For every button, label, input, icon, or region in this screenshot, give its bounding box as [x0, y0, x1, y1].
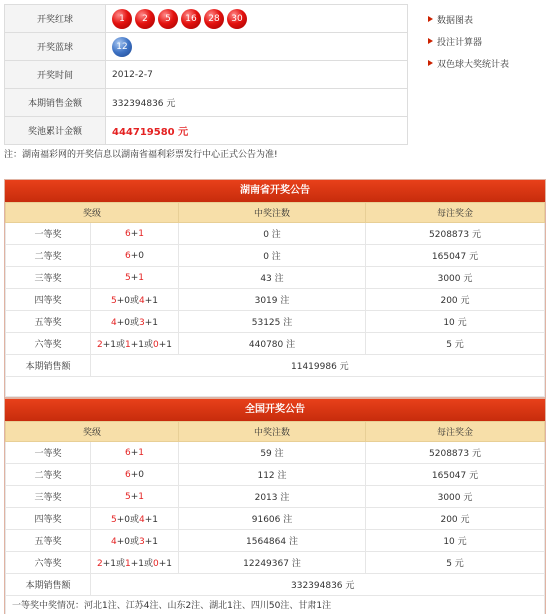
prize-amount: 3000 元 [366, 267, 545, 289]
winner-count: 12249367 注 [179, 552, 366, 574]
national-title: 全国开奖公告 [5, 399, 545, 421]
red-ball: 5 [158, 9, 178, 29]
rule-part: 0 [153, 559, 159, 569]
winner-count: 0 注 [179, 223, 366, 245]
link-label: 投注计算器 [437, 37, 483, 48]
match-rule [91, 267, 179, 289]
table-row [6, 508, 545, 530]
nat-sales: 332394836 元 [291, 581, 355, 591]
prize-amount: 5208873 元 [366, 223, 545, 245]
rule-part: 2 [96, 340, 103, 350]
prize-level: 四等奖 [6, 289, 91, 311]
match-rule [91, 223, 179, 245]
table-row [6, 442, 545, 464]
prize-amount: 5 元 [366, 552, 545, 574]
arrow-right-icon [428, 16, 433, 22]
red-ball: 28 [204, 9, 224, 29]
provincial-prize-table [5, 202, 545, 377]
draw-info-table [4, 4, 408, 145]
rule-part: +0 [130, 250, 144, 261]
rule-part: 1 [124, 559, 131, 569]
rule-part: 6 [124, 250, 131, 261]
rule-part: +1 [144, 515, 159, 525]
table-row [6, 245, 545, 267]
rule-part: +0或 [116, 515, 139, 525]
prize-amount: 10 元 [366, 530, 545, 552]
red-balls-label: 开奖红球 [5, 5, 106, 33]
red-ball: 1 [112, 9, 132, 29]
rule-part: 1 [138, 228, 144, 239]
rule-part: 5 [124, 272, 131, 283]
rule-part: +1或 [102, 559, 125, 569]
rule-part: 1 [138, 447, 144, 458]
red-ball: 2 [135, 9, 155, 29]
rule-part: +1 [144, 537, 159, 547]
nat-sales-label: 本期销售额 [6, 574, 91, 596]
nat-sales-value [91, 574, 545, 596]
winner-count: 59 注 [179, 442, 366, 464]
sales-amount: 332394836 元 [106, 89, 408, 117]
blue-ball-label: 开奖蓝球 [5, 33, 106, 61]
rule-part: 0 [153, 340, 159, 350]
link-jackpot-stats[interactable] [428, 52, 509, 74]
prize-level: 五等奖 [6, 530, 91, 552]
arrow-right-icon [428, 38, 433, 44]
table-row [6, 464, 545, 486]
prize-level: 三等奖 [6, 486, 91, 508]
rule-part: 1 [138, 272, 144, 283]
col-count: 中奖注数 [179, 422, 366, 442]
prize-amount: 200 元 [366, 289, 545, 311]
national-prize-table [5, 421, 545, 596]
winner-count: 0 注 [179, 245, 366, 267]
prov-footer [5, 377, 545, 397]
table-row [6, 267, 545, 289]
side-links [428, 8, 509, 74]
table-row [6, 486, 545, 508]
rule-part: 6 [124, 469, 131, 480]
match-rule [91, 508, 179, 530]
rule-part: 4 [139, 296, 145, 306]
rule-part: 4 [110, 537, 117, 547]
table-row [6, 333, 545, 355]
match-rule [91, 530, 179, 552]
rule-part: 1 [138, 491, 144, 502]
pool-amount: 444719580 元 [112, 127, 189, 138]
prize-amount: 10 元 [366, 311, 545, 333]
rule-part: 3 [139, 537, 145, 547]
table-row [6, 552, 545, 574]
rule-part: +0或 [116, 318, 139, 328]
winner-count: 3019 注 [179, 289, 366, 311]
match-rule [91, 464, 179, 486]
prize-amount: 3000 元 [366, 486, 545, 508]
link-label: 数据图表 [437, 15, 474, 26]
pool-label: 奖池累计金额 [5, 117, 106, 145]
prize-level: 三等奖 [6, 267, 91, 289]
rule-part: +1或 [102, 340, 125, 350]
table-row [6, 289, 545, 311]
rule-part: +0或 [116, 537, 139, 547]
winner-count: 112 注 [179, 464, 366, 486]
rule-part: +1或 [130, 559, 153, 569]
rule-part: 5 [124, 491, 131, 502]
col-level: 奖级 [6, 203, 179, 223]
prov-sales-label: 本期销售额 [6, 355, 91, 377]
prize-level: 四等奖 [6, 508, 91, 530]
provincial-notice-panel [4, 179, 546, 398]
nat-winners: 一等奖中奖情况：河北1注、江苏4注、山东2注、湖北1注、四川50注、甘肃1注 [5, 596, 545, 614]
rule-part: +1 [158, 559, 173, 569]
rule-part: 6 [124, 447, 131, 458]
match-rule [91, 311, 179, 333]
match-rule [91, 486, 179, 508]
col-count: 中奖注数 [179, 203, 366, 223]
link-bet-calculator[interactable] [428, 30, 509, 52]
winner-count: 440780 注 [179, 333, 366, 355]
col-prize: 每注奖金 [366, 203, 545, 223]
prize-amount: 5 元 [366, 333, 545, 355]
rule-part: + [130, 272, 139, 283]
sales-label: 本期销售金额 [5, 89, 106, 117]
red-ball: 30 [227, 9, 247, 29]
rule-part: +1 [144, 296, 159, 306]
rule-part: 1 [124, 340, 131, 350]
table-row [6, 530, 545, 552]
link-label: 双色球大奖统计表 [437, 59, 510, 70]
red-ball: 16 [181, 9, 201, 29]
rule-part: 5 [110, 296, 117, 306]
prize-level: 一等奖 [6, 223, 91, 245]
arrow-right-icon [428, 60, 433, 66]
rule-part: +0 [130, 469, 144, 480]
draw-date-label: 开奖时间 [5, 61, 106, 89]
col-level: 奖级 [6, 422, 179, 442]
rule-part: 6 [124, 228, 131, 239]
prize-level: 一等奖 [6, 442, 91, 464]
prize-level: 二等奖 [6, 245, 91, 267]
prize-level: 六等奖 [6, 552, 91, 574]
winner-count: 91606 注 [179, 508, 366, 530]
national-notice-panel [4, 398, 546, 614]
rule-part: +1或 [130, 340, 153, 350]
rule-part: 2 [96, 559, 103, 569]
rule-part: + [130, 228, 139, 239]
rule-part: 5 [110, 515, 117, 525]
provincial-title: 湖南省开奖公告 [5, 180, 545, 202]
prize-amount: 165047 元 [366, 245, 545, 267]
prize-level: 六等奖 [6, 333, 91, 355]
winner-count: 53125 注 [179, 311, 366, 333]
match-rule [91, 245, 179, 267]
table-row [6, 311, 545, 333]
prov-sales-value [91, 355, 545, 377]
rule-part: 3 [139, 318, 145, 328]
winner-count: 43 注 [179, 267, 366, 289]
prize-amount: 200 元 [366, 508, 545, 530]
rule-part: +0或 [116, 296, 139, 306]
draw-date: 2012-2-7 [106, 61, 408, 89]
rule-part: +1 [158, 340, 173, 350]
match-rule [91, 442, 179, 464]
prize-amount: 165047 元 [366, 464, 545, 486]
pool-cell [106, 117, 408, 145]
rule-part: 4 [139, 515, 145, 525]
blue-ball: 12 [112, 37, 132, 57]
rule-part: +1 [144, 318, 159, 328]
winner-count: 1564864 注 [179, 530, 366, 552]
prize-amount: 5208873 元 [366, 442, 545, 464]
prov-sales: 11419986 元 [291, 362, 349, 372]
prize-level: 二等奖 [6, 464, 91, 486]
match-rule [91, 333, 179, 355]
col-prize: 每注奖金 [366, 422, 545, 442]
blue-ball-cell [106, 33, 408, 61]
link-data-chart[interactable] [428, 8, 509, 30]
disclaimer-note: 注：湖南福彩网的开奖信息以湖南省福利彩票发行中心正式公告为准! [4, 150, 278, 160]
match-rule [91, 289, 179, 311]
rule-part: + [130, 491, 139, 502]
match-rule [91, 552, 179, 574]
winner-count: 2013 注 [179, 486, 366, 508]
red-balls [106, 5, 408, 33]
prize-level: 五等奖 [6, 311, 91, 333]
table-row [6, 223, 545, 245]
rule-part: 4 [110, 318, 117, 328]
rule-part: + [130, 447, 139, 458]
